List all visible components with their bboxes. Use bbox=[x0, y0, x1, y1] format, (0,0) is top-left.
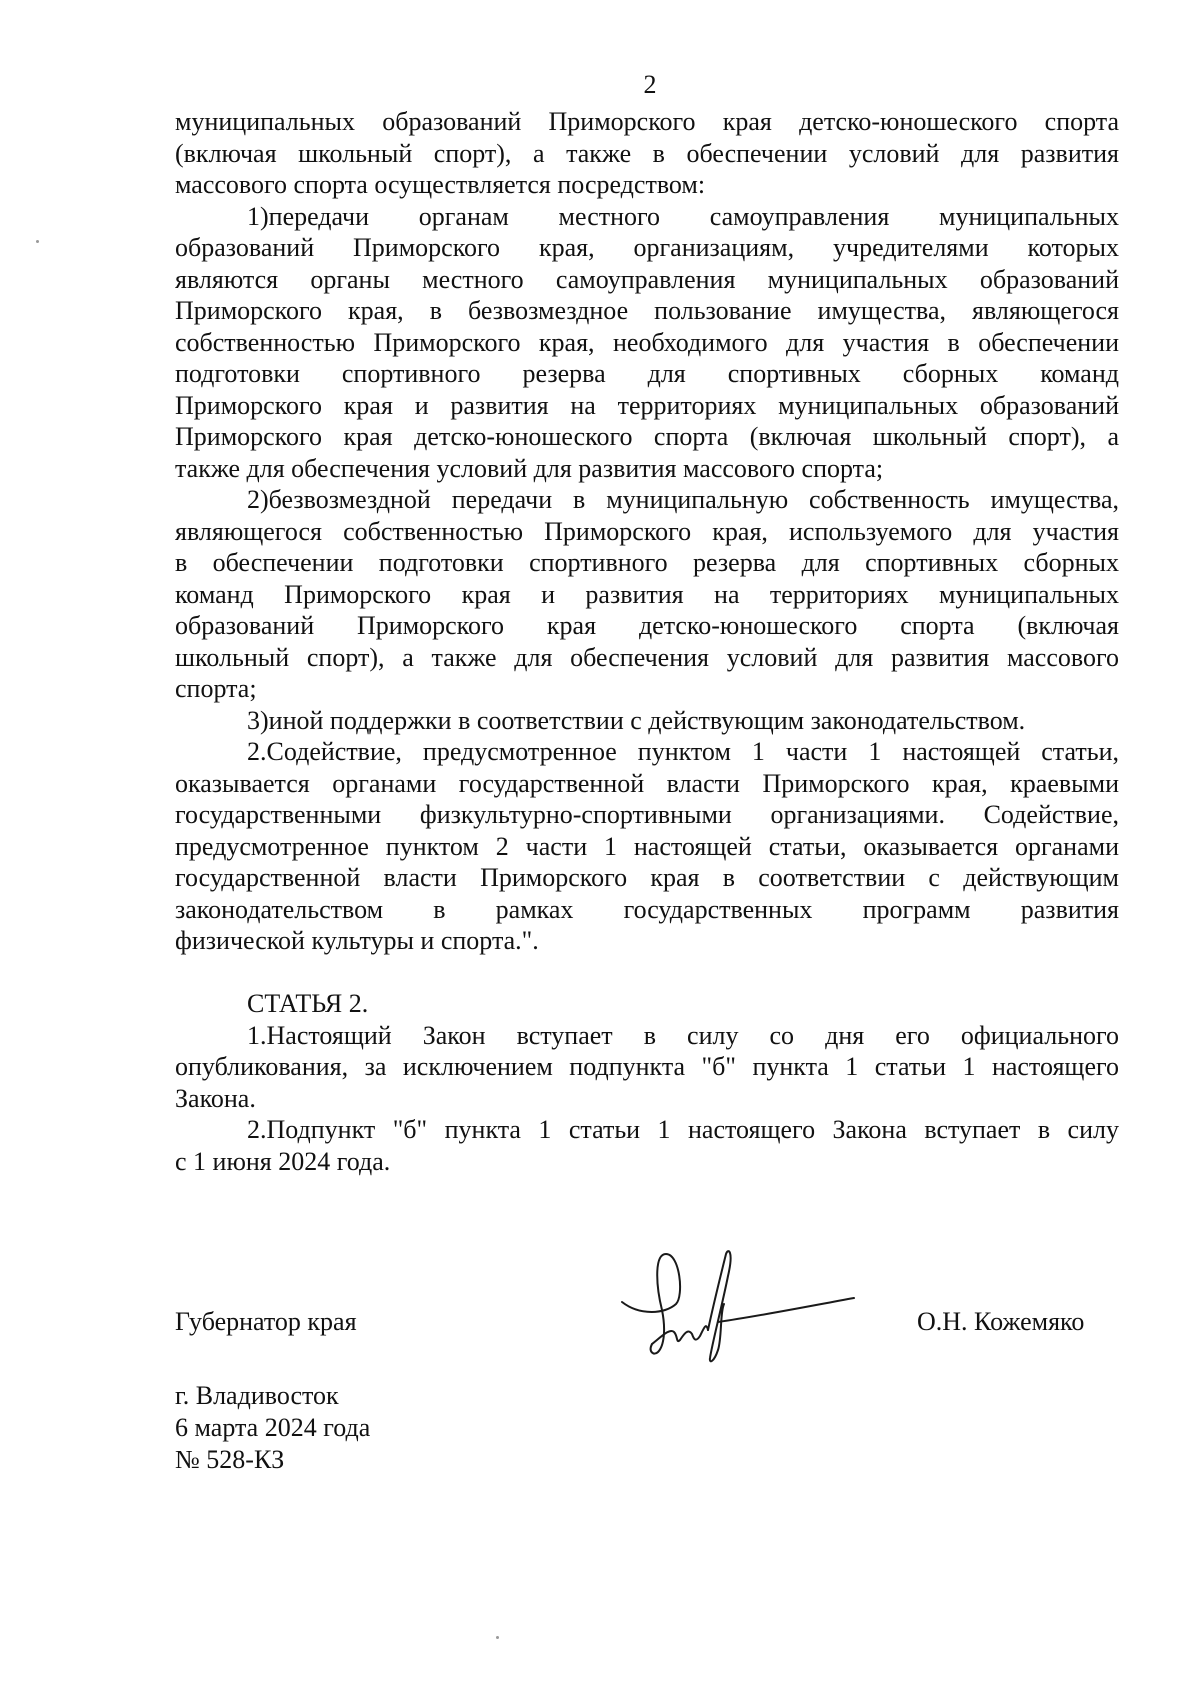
signatory-name: О.Н. Кожемяко bbox=[917, 1307, 1085, 1336]
text-line: образований Приморского края детско-юношеского спорта (включая bbox=[175, 611, 1119, 640]
text-line: оказывается органами государственной власти Приморского края, краевыми bbox=[175, 768, 1119, 798]
text-line: государственной власти Приморского края в соответствии с действующим bbox=[175, 863, 1119, 892]
text-line: являющегося собственностью Приморского края, используемого для участия bbox=[175, 516, 1119, 546]
text-line: спорта; bbox=[175, 674, 257, 703]
text-line: 2)безвозмездной передачи в муниципальную собственность имущества, bbox=[247, 485, 1119, 514]
text-line: Приморского края, в безвозмездное пользование имущества, являющегося bbox=[175, 296, 1119, 325]
signatory-title: Губернатор края bbox=[175, 1307, 357, 1336]
text-line: муниципальных образований Приморского края детско-юношеского спорта bbox=[175, 107, 1119, 136]
text-line: Приморского края и развития на территориях муниципальных образований bbox=[175, 390, 1119, 420]
text-line: 1.Настоящий Закон вступает в силу со дня его официального bbox=[247, 1020, 1119, 1050]
text-line: физической культуры и спорта.". bbox=[175, 926, 539, 955]
text-line: собственностью Приморского края, необходимого для участия в обеспечении bbox=[175, 327, 1119, 357]
text-line: массового спорта осуществляется посредством: bbox=[175, 170, 706, 199]
blank-line bbox=[175, 957, 1119, 989]
text-line: опубликования, за исключением подпункта "б" пункта 1 статьи 1 настоящего bbox=[175, 1052, 1119, 1081]
text-line: государственными физкультурно-спортивными организациями. Содействие, bbox=[175, 800, 1119, 829]
text-line: 1)передачи органам местного самоуправления муниципальных bbox=[247, 201, 1119, 231]
document-number: № 528-КЗ bbox=[175, 1445, 285, 1474]
document-body bbox=[175, 106, 1119, 1177]
text-line: также для обеспечения условий для развития массового спорта; bbox=[175, 453, 884, 483]
text-line: являются органы местного самоуправления муниципальных образований bbox=[175, 264, 1119, 294]
place-date-block bbox=[175, 1380, 370, 1476]
text-line: в обеспечении подготовки спортивного резерва для спортивных сборных bbox=[175, 548, 1119, 577]
text-line: с 1 июня 2024 года. bbox=[175, 1146, 391, 1176]
text-line: 3)иной поддержки в соответствии с действующим законодательством. bbox=[247, 705, 1026, 735]
text-line: образований Приморского края, организациям, учредителями которых bbox=[175, 233, 1119, 262]
text-line: (включая школьный спорт), а также в обеспечении условий для развития bbox=[175, 138, 1119, 168]
page-number: 2 bbox=[643, 70, 657, 99]
document-date: 6 марта 2024 года bbox=[175, 1413, 371, 1442]
text-line: школьный спорт), а также для обеспечения условий для развития массового bbox=[175, 642, 1119, 672]
scan-speck bbox=[496, 1636, 499, 1639]
text-line: Приморского края детско-юношеского спорта (включая школьный спорт), а bbox=[175, 422, 1119, 451]
text-line: Закона. bbox=[175, 1083, 256, 1113]
handwritten-signature bbox=[610, 1240, 860, 1370]
article-heading: СТАТЬЯ 2. bbox=[247, 989, 369, 1018]
text-line: 2.Подпункт "б" пункта 1 статьи 1 настоящего Закона вступает в силу bbox=[247, 1115, 1119, 1144]
text-line: законодательством в рамках государственных программ развития bbox=[175, 894, 1119, 924]
text-line: подготовки спортивного резерва для спортивных сборных команд bbox=[175, 359, 1119, 388]
text-line: 2.Содействие, предусмотренное пунктом 1 части 1 настоящей статьи, bbox=[247, 737, 1119, 766]
text-line: команд Приморского края и развития на территориях муниципальных bbox=[175, 579, 1119, 609]
scan-speck bbox=[36, 240, 39, 243]
text-line: предусмотренное пунктом 2 части 1 настоящей статьи, оказывается органами bbox=[175, 831, 1119, 861]
city: г. Владивосток bbox=[175, 1381, 339, 1410]
